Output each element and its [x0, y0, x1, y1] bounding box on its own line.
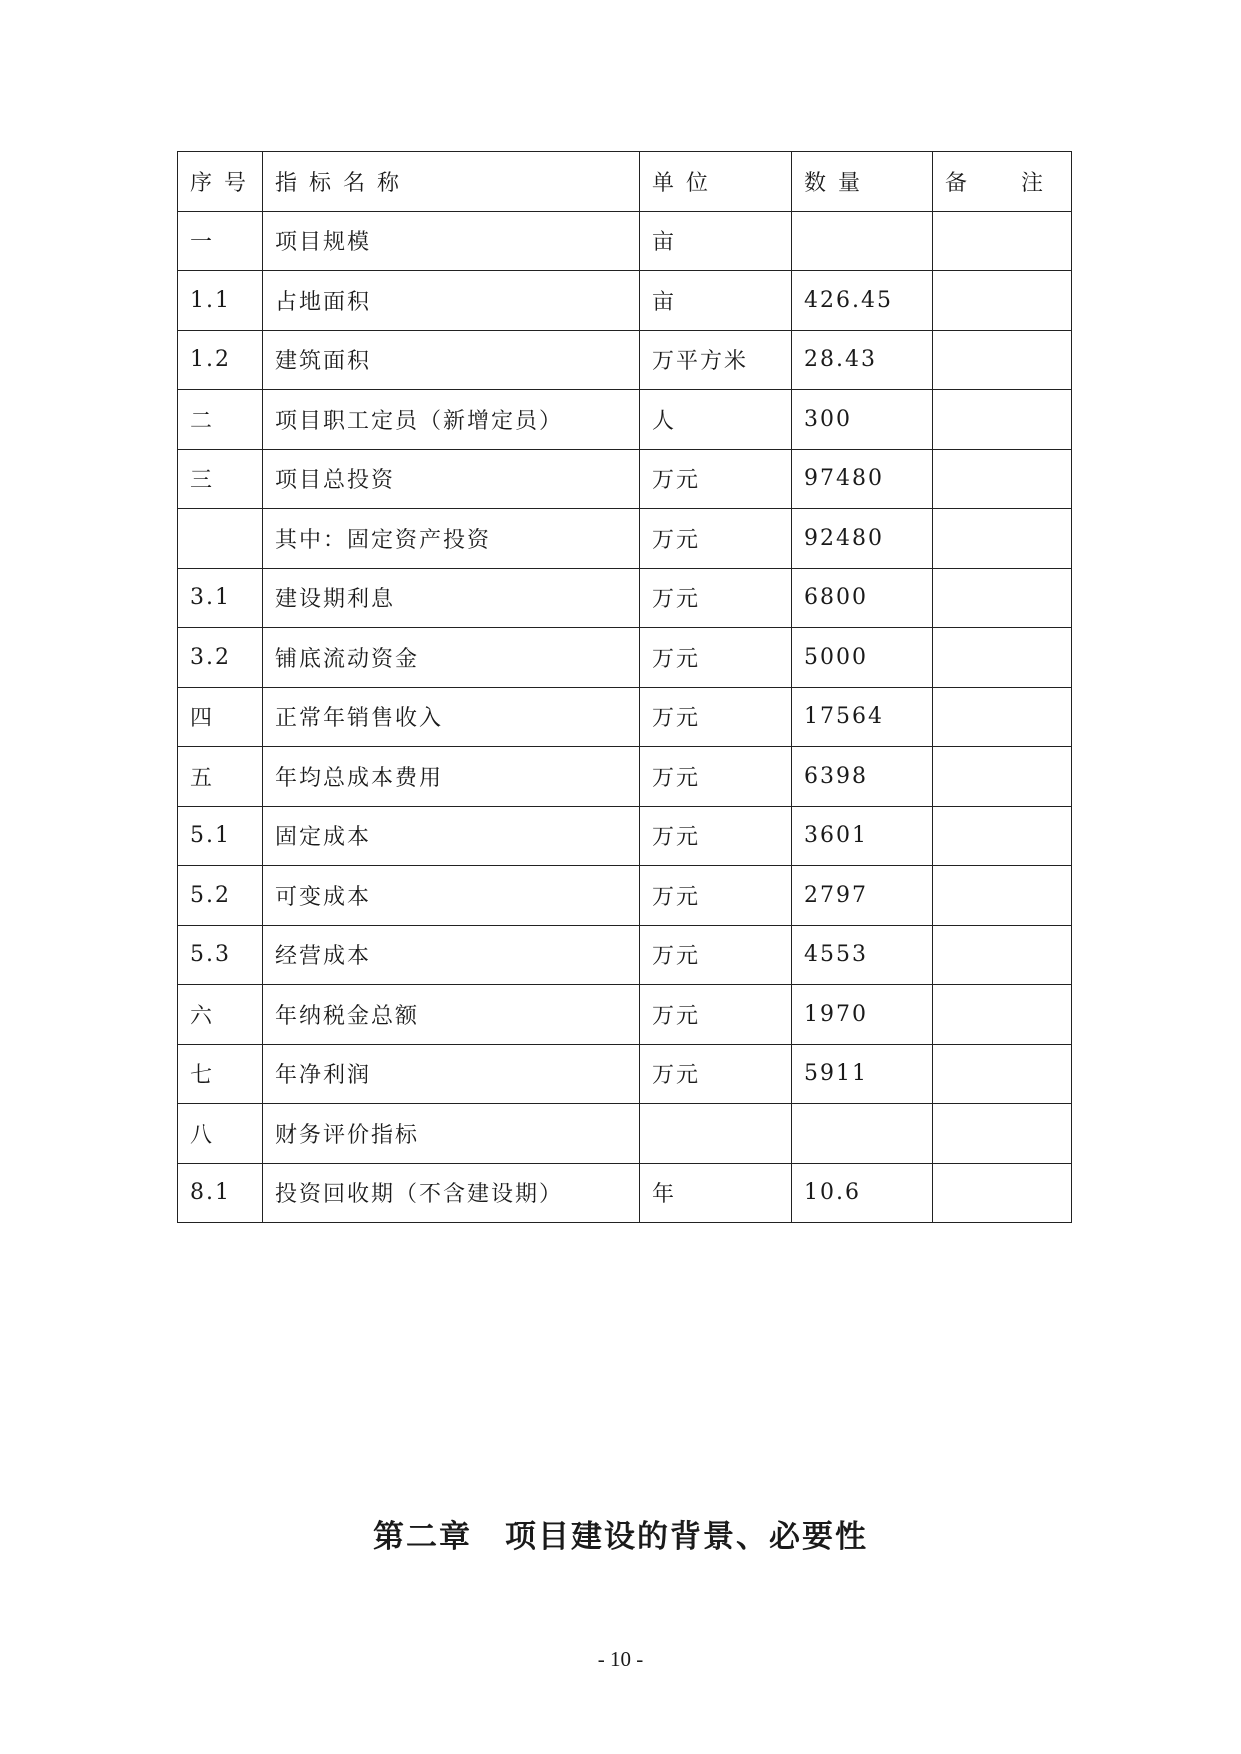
cell-indicator-name: 项目职工定员（新增定员） — [263, 390, 640, 450]
cell-serial: 四 — [178, 687, 263, 747]
cell-remarks — [933, 985, 1072, 1045]
table-row — [178, 1163, 1072, 1223]
table-row — [178, 1104, 1072, 1164]
table-row — [178, 628, 1072, 688]
cell-serial: 八 — [178, 1104, 263, 1164]
cell-indicator-name: 项目总投资 — [263, 449, 640, 509]
cell-indicator-name: 年净利润 — [263, 1044, 640, 1104]
cell-remarks — [933, 1163, 1072, 1223]
table-row — [178, 985, 1072, 1045]
cell-indicator-name: 其中：固定资产投资 — [263, 509, 640, 569]
cell-unit: 万元 — [640, 449, 792, 509]
cell-serial: 一 — [178, 211, 263, 271]
table-row — [178, 687, 1072, 747]
cell-remarks — [933, 211, 1072, 271]
cell-quantity: 4553 — [792, 925, 933, 985]
table-row — [178, 747, 1072, 807]
cell-serial — [178, 509, 263, 569]
header-remarks — [933, 152, 1072, 212]
cell-quantity: 97480 — [792, 449, 933, 509]
cell-unit: 万元 — [640, 509, 792, 569]
table-row — [178, 925, 1072, 985]
cell-unit: 万平方米 — [640, 330, 792, 390]
cell-indicator-name: 建设期利息 — [263, 568, 640, 628]
cell-quantity: 2797 — [792, 866, 933, 926]
cell-quantity: 10.6 — [792, 1163, 933, 1223]
cell-quantity — [792, 211, 933, 271]
cell-remarks — [933, 687, 1072, 747]
table-row — [178, 271, 1072, 331]
header-remarks-part1: 备 — [945, 170, 968, 196]
cell-remarks — [933, 1044, 1072, 1104]
cell-unit: 万元 — [640, 568, 792, 628]
cell-remarks — [933, 628, 1072, 688]
cell-unit: 万元 — [640, 628, 792, 688]
cell-unit: 亩 — [640, 271, 792, 331]
cell-unit: 亩 — [640, 211, 792, 271]
cell-serial: 5.1 — [178, 806, 263, 866]
cell-unit: 万元 — [640, 1044, 792, 1104]
chapter-title: 第二章 项目建设的背景、必要性 — [373, 1519, 868, 1555]
cell-unit: 人 — [640, 390, 792, 450]
table-header-row — [178, 152, 1072, 212]
cell-unit: 万元 — [640, 866, 792, 926]
cell-remarks — [933, 568, 1072, 628]
cell-quantity: 6398 — [792, 747, 933, 807]
cell-unit: 万元 — [640, 806, 792, 866]
cell-quantity: 92480 — [792, 509, 933, 569]
header-serial: 序号 — [178, 152, 263, 212]
cell-quantity: 5911 — [792, 1044, 933, 1104]
cell-remarks — [933, 271, 1072, 331]
cell-remarks — [933, 509, 1072, 569]
table-row — [178, 390, 1072, 450]
cell-quantity: 17564 — [792, 687, 933, 747]
table-row — [178, 330, 1072, 390]
cell-serial: 5.2 — [178, 866, 263, 926]
header-quantity: 数量 — [792, 152, 933, 212]
cell-serial: 五 — [178, 747, 263, 807]
header-indicator-name: 指标名称 — [263, 152, 640, 212]
cell-quantity: 28.43 — [792, 330, 933, 390]
table-body — [178, 211, 1072, 1223]
indicator-table — [177, 151, 1072, 1223]
cell-quantity: 6800 — [792, 568, 933, 628]
cell-serial: 六 — [178, 985, 263, 1045]
cell-indicator-name: 年纳税金总额 — [263, 985, 640, 1045]
cell-serial: 3.1 — [178, 568, 263, 628]
cell-indicator-name: 经营成本 — [263, 925, 640, 985]
cell-remarks — [933, 866, 1072, 926]
cell-remarks — [933, 449, 1072, 509]
cell-quantity: 3601 — [792, 806, 933, 866]
cell-indicator-name: 年均总成本费用 — [263, 747, 640, 807]
table-row — [178, 449, 1072, 509]
table-row — [178, 568, 1072, 628]
cell-indicator-name: 财务评价指标 — [263, 1104, 640, 1164]
cell-unit: 万元 — [640, 687, 792, 747]
cell-unit: 万元 — [640, 925, 792, 985]
cell-quantity: 300 — [792, 390, 933, 450]
cell-serial: 二 — [178, 390, 263, 450]
cell-indicator-name: 可变成本 — [263, 866, 640, 926]
cell-quantity: 1970 — [792, 985, 933, 1045]
table-row — [178, 866, 1072, 926]
cell-indicator-name: 占地面积 — [263, 271, 640, 331]
cell-serial: 8.1 — [178, 1163, 263, 1223]
cell-remarks — [933, 747, 1072, 807]
cell-remarks — [933, 1104, 1072, 1164]
cell-remarks — [933, 330, 1072, 390]
table-row — [178, 1044, 1072, 1104]
cell-quantity — [792, 1104, 933, 1164]
table-row — [178, 509, 1072, 569]
cell-serial: 3.2 — [178, 628, 263, 688]
cell-indicator-name: 项目规模 — [263, 211, 640, 271]
table-row — [178, 806, 1072, 866]
cell-serial: 三 — [178, 449, 263, 509]
header-unit: 单位 — [640, 152, 792, 212]
cell-indicator-name: 固定成本 — [263, 806, 640, 866]
cell-serial: 1.2 — [178, 330, 263, 390]
header-remarks-part2: 注 — [1020, 170, 1043, 196]
cell-remarks — [933, 806, 1072, 866]
cell-quantity: 426.45 — [792, 271, 933, 331]
cell-serial: 1.1 — [178, 271, 263, 331]
cell-unit: 年 — [640, 1163, 792, 1223]
cell-indicator-name: 正常年销售收入 — [263, 687, 640, 747]
cell-remarks — [933, 390, 1072, 450]
page-number: - 10 - — [597, 1647, 644, 1671]
cell-indicator-name: 投资回收期（不含建设期） — [263, 1163, 640, 1223]
cell-indicator-name: 建筑面积 — [263, 330, 640, 390]
cell-quantity: 5000 — [792, 628, 933, 688]
cell-indicator-name: 铺底流动资金 — [263, 628, 640, 688]
cell-unit: 万元 — [640, 747, 792, 807]
cell-unit — [640, 1104, 792, 1164]
cell-remarks — [933, 925, 1072, 985]
cell-unit: 万元 — [640, 985, 792, 1045]
cell-serial: 七 — [178, 1044, 263, 1104]
cell-serial: 5.3 — [178, 925, 263, 985]
table-row — [178, 211, 1072, 271]
